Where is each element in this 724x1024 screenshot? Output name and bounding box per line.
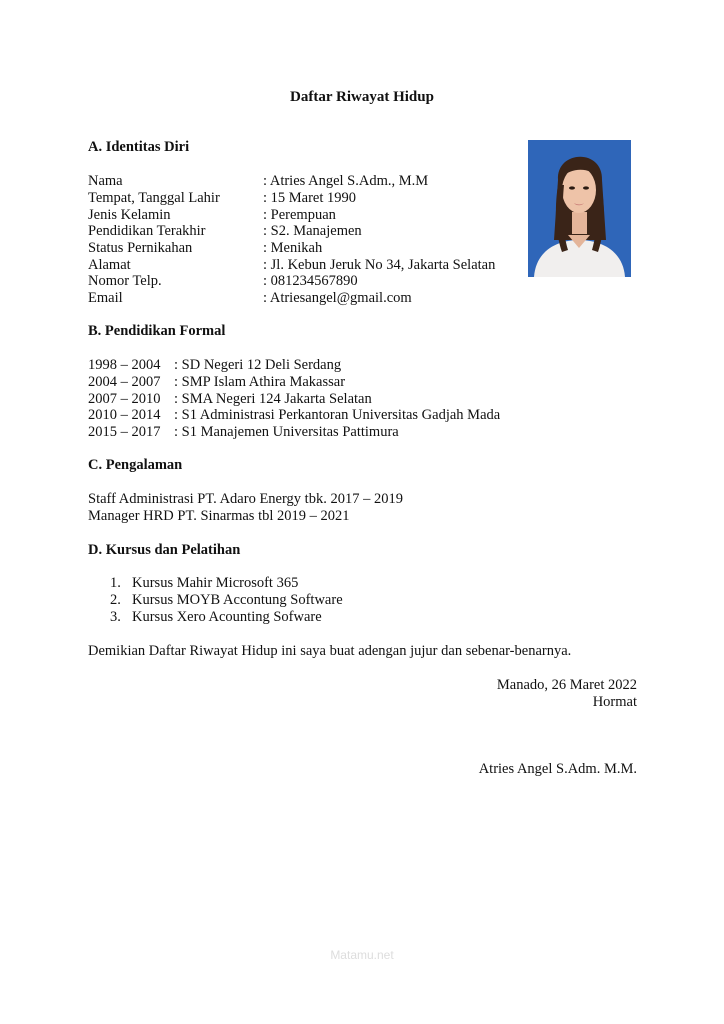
course-item <box>110 609 322 626</box>
courses-heading: D. Kursus dan Pelatihan <box>88 542 241 558</box>
identity-label: Jenis Kelamin <box>88 207 171 223</box>
education-heading: B. Pendidikan Formal <box>88 323 226 339</box>
watermark: Matamu.net <box>330 948 394 962</box>
education-school: : S1 Manajemen Universitas Pattimura <box>174 424 399 440</box>
identity-value: : Jl. Kebun Jeruk No 34, Jakarta Selatan <box>263 257 496 273</box>
identity-value: : Perempuan <box>263 207 336 223</box>
education-years: 2010 – 2014 <box>88 407 161 423</box>
course-number: 3. <box>110 609 121 625</box>
signature-name: Atries Angel S.Adm. M.M. <box>478 761 637 777</box>
course-number: 1. <box>110 575 121 591</box>
profile-photo <box>528 140 631 277</box>
course-item <box>110 575 298 592</box>
education-school: : SMA Negeri 124 Jakarta Selatan <box>174 391 372 407</box>
identity-value: : Atriesangel@gmail.com <box>263 290 412 306</box>
identity-label: Nama <box>88 173 123 189</box>
identity-value: : 081234567890 <box>263 273 358 289</box>
course-number: 2. <box>110 592 121 608</box>
closing-statement: Demikian Daftar Riwayat Hidup ini saya buat adengan jujur dan sebenar-benarnya. <box>88 643 572 659</box>
experience-item: Staff Administrasi PT. Adaro Energy tbk. 2017 – 2019 <box>88 491 403 507</box>
education-years: 2004 – 2007 <box>88 374 161 390</box>
place-date: Manado, 26 Maret 2022 <box>496 677 637 693</box>
identity-label: Nomor Telp. <box>88 273 162 289</box>
identity-value: : Atries Angel S.Adm., M.M <box>263 173 429 189</box>
education-years: 1998 – 2004 <box>88 357 161 373</box>
identity-label: Alamat <box>88 257 131 273</box>
experience-item: Manager HRD PT. Sinarmas tbl 2019 – 2021 <box>88 508 350 524</box>
document-title: Daftar Riwayat Hidup <box>290 89 434 105</box>
course-text: Kursus MOYB Accontung Software <box>132 592 343 608</box>
portrait-image <box>528 140 631 277</box>
identity-label: Tempat, Tanggal Lahir <box>88 190 220 206</box>
experience-heading: C. Pengalaman <box>88 457 183 473</box>
identity-label: Pendidikan Terakhir <box>88 223 206 239</box>
identity-value: : S2. Manajemen <box>263 223 362 239</box>
salutation: Hormat <box>592 694 637 710</box>
education-school: : S1 Administrasi Perkantoran Universitas Gadjah Mada <box>174 407 501 423</box>
identity-label: Email <box>88 290 123 306</box>
education-years: 2015 – 2017 <box>88 424 161 440</box>
identity-heading: A. Identitas Diri <box>88 139 190 155</box>
education-school: : SMP Islam Athira Makassar <box>174 374 346 390</box>
identity-label: Status Pernikahan <box>88 240 193 256</box>
identity-value: : 15 Maret 1990 <box>263 190 357 206</box>
identity-value: : Menikah <box>263 240 323 256</box>
course-text: Kursus Mahir Microsoft 365 <box>132 575 299 591</box>
education-school: : SD Negeri 12 Deli Serdang <box>174 357 342 373</box>
education-years: 2007 – 2010 <box>88 391 161 407</box>
course-item <box>110 592 343 609</box>
course-text: Kursus Xero Acounting Sofware <box>132 609 322 625</box>
